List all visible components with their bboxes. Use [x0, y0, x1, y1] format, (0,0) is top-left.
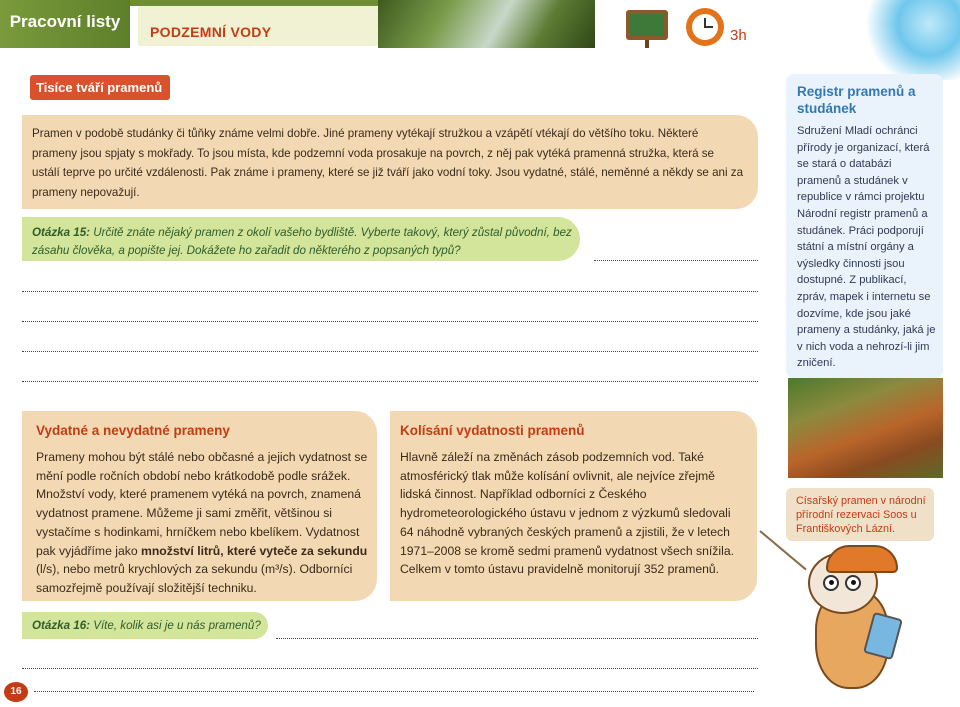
answer-line[interactable] — [22, 381, 758, 382]
fluctuation-heading: Kolísání vydatnosti pramenů — [400, 423, 585, 438]
answer-line[interactable] — [276, 638, 758, 639]
page-number: 16 — [4, 682, 28, 702]
spring-photo — [788, 378, 943, 478]
yield-text-part: (l/s), nebo metrů krychlových za sekundu (m³/s). Odborníci samozřejmě používají složitější techniku. — [36, 562, 353, 595]
sidebar-title: Registr pramenů a studánek — [797, 84, 916, 116]
question-16 — [32, 619, 261, 632]
answer-line[interactable] — [22, 668, 758, 669]
answer-line[interactable] — [22, 291, 758, 292]
photo-caption: Císařský pramen v národní přírodní rezervaci Soos u Františkových Lázní. — [796, 495, 926, 535]
series-title: Pracovní listy — [9, 12, 121, 31]
yield-text-bold: množství litrů, které vyteče za sekundu — [141, 543, 368, 558]
mascot-pupil — [851, 580, 856, 585]
answer-line[interactable] — [594, 260, 758, 261]
sidebar-text: Sdružení Mladí ochránci přírody je organizací, která se stará o databázi pramenů a studánek v republice v rámci projektu Národní registr pramenů a studánek. Práci podporují státní a místní orgány a výsledky činnosti jsou dostupné. Z publikací, zpráv, mapek i internetu se dozvíme, kde jsou jaké prameny a studánky, jaká je v nich voda a nehrozí-li jim zničení. — [797, 125, 936, 370]
chalkboard-surface — [630, 14, 664, 36]
intro-paragraph: Pramen v podobě studánky či tůňky známe velmi dobře. Jiné prameny vytékají stružkou a vzápětí vtékají do většího toku. Některé prameny jsou spjaty s mokřady. To jsou místa, kde podzemní voda prosakuje na povrch, z něj pak vytéká pramenná stružka, která se ustálí teprve po určité vzdálenosti. Pak známe i prameny, které se již tváří jako vodní toky. Jsou vydatné, stálé, neměnné a někdy se ani za prameny nepovažují. — [32, 127, 744, 199]
topic-title: PODZEMNÍ VODY — [150, 24, 272, 40]
yield-text-part: Prameny mohou být stálé nebo občasné a jejich vydatnost se mění podle ročních období nebo krátkodobě podle srážek. Množství vody, které pramenem vytéká na povrch, znamená vydatnost pramene. Můžeme ji sami změřit, většinou si vystačíme s hodinkami, hrníčkem nebo kbelíkem. Vydatnost pak vyjádříme jako — [36, 450, 368, 558]
waterfall-photo — [378, 0, 595, 48]
lesson-duration: 3h — [730, 27, 747, 44]
water-splash-graphic — [858, 0, 960, 80]
question-15 — [32, 224, 572, 260]
mascot-pupil — [829, 580, 834, 585]
clock-hand — [704, 26, 713, 28]
answer-line[interactable] — [22, 321, 758, 322]
answer-line[interactable] — [22, 351, 758, 352]
section-tag: Tisíce tváří pramenů — [30, 75, 170, 100]
fluctuation-text: Hlavně záleží na změnách zásob podzemních vod. Také atmosférický tlak může kolísání ovlivnit, ale nejvíce zřejmě lidská činnost. Například odborníci z Českého hydrometeorologického ústavu v jednom z výzkumů sledovali 64 náhodně vybraných českých pramenů a zjistili, že v letech 1971–2008 se kromě sedmi pramenů vydatnost všech snížila. Celkem v tomto ústavu pravidelně monitorují 352 pramenů. — [400, 450, 734, 577]
yield-heading: Vydatné a nevydatné prameny — [36, 423, 230, 438]
question-16-text: Víte, kolik asi je u nás pramenů? — [90, 619, 261, 632]
question-16-label: Otázka 16: — [32, 619, 90, 632]
question-15-text: Určitě znáte nějaký pramen z okolí vašeho bydliště. Vyberte takový, který zůstal původní, bez zásahu člověka, a popište jej. Dokážete ho zařadit do některého z popsaných typů? — [32, 226, 572, 257]
mascot-cap — [826, 545, 898, 573]
chalkboard-leg — [645, 40, 649, 48]
footer-rule — [34, 691, 754, 692]
question-15-label: Otázka 15: — [32, 226, 90, 239]
yield-text — [36, 448, 376, 598]
